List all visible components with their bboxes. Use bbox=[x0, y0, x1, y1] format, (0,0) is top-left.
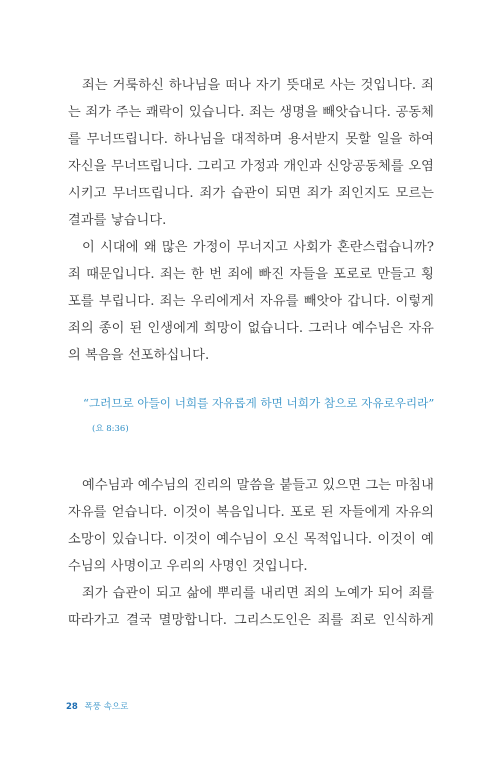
text-line: 죄가 습관이 되고 삶에 뿌리를 내리면 죄의 노예가 되어 죄를 bbox=[82, 586, 434, 601]
text-line: 이 시대에 왜 많은 가정이 무너지고 사회가 혼란스럽습니까? bbox=[82, 240, 434, 255]
text-line: 자유를 얻습니다. 이것이 복음입니다. 포로 된 자들에게 자유의 bbox=[68, 505, 434, 520]
text-line: 소망이 있습니다. 이것이 예수님이 오신 목적입니다. 이것이 예 bbox=[68, 532, 434, 547]
text-line: 수님의 사명이고 우리의 사명인 것입니다. bbox=[68, 559, 308, 574]
text-line: 죄의 종이 된 인생에게 희망이 없습니다. 그러나 예수님은 자유 bbox=[68, 321, 434, 336]
text-line: 예수님과 예수님의 진리의 말씀을 붙들고 있으면 그는 마침내 bbox=[82, 478, 434, 493]
page-footer bbox=[66, 700, 128, 712]
body-text-upper bbox=[68, 72, 434, 369]
text-line: 결과를 낳습니다. bbox=[68, 213, 167, 228]
text-line: 는 죄가 주는 쾌락이 있습니다. 죄는 생명을 빼앗습니다. 공동체 bbox=[68, 105, 434, 120]
text-line: 시키고 무너뜨립니다. 죄가 습관이 되면 죄가 죄인지도 모르는 bbox=[68, 186, 434, 201]
text-line: 죄는 거룩하신 하나님을 떠나 자기 뜻대로 사는 것입니다. 죄 bbox=[82, 78, 434, 93]
text-line: 포를 부립니다. 죄는 우리에게서 자유를 빼앗아 갑니다. 이렇게 bbox=[68, 294, 434, 309]
book-title: 폭풍 속으로 bbox=[84, 702, 129, 712]
text-line: 자신을 무너뜨립니다. 그리고 가정과 개인과 신앙공동체를 오염 bbox=[68, 159, 434, 174]
body-text-lower bbox=[68, 472, 434, 634]
text-line: 죄 때문입니다. 죄는 한 번 죄에 빠진 자들을 포로로 만들고 횡 bbox=[68, 267, 434, 282]
text-line: 의 복음을 선포하십니다. bbox=[68, 348, 210, 363]
scripture-reference: (요 8:36) bbox=[92, 424, 129, 434]
text-line: 를 무너뜨립니다. 하나님을 대적하며 용서받지 못할 일을 하여 bbox=[68, 132, 434, 147]
text-line: 따라가고 결국 멸망합니다. 그리스도인은 죄를 죄로 인식하게 bbox=[68, 613, 434, 628]
scripture-quote: “그러므로 아들이 너희를 자유롭게 하면 너희가 참으로 자유로우리라” bbox=[83, 396, 435, 410]
page-number: 28 bbox=[66, 702, 78, 712]
